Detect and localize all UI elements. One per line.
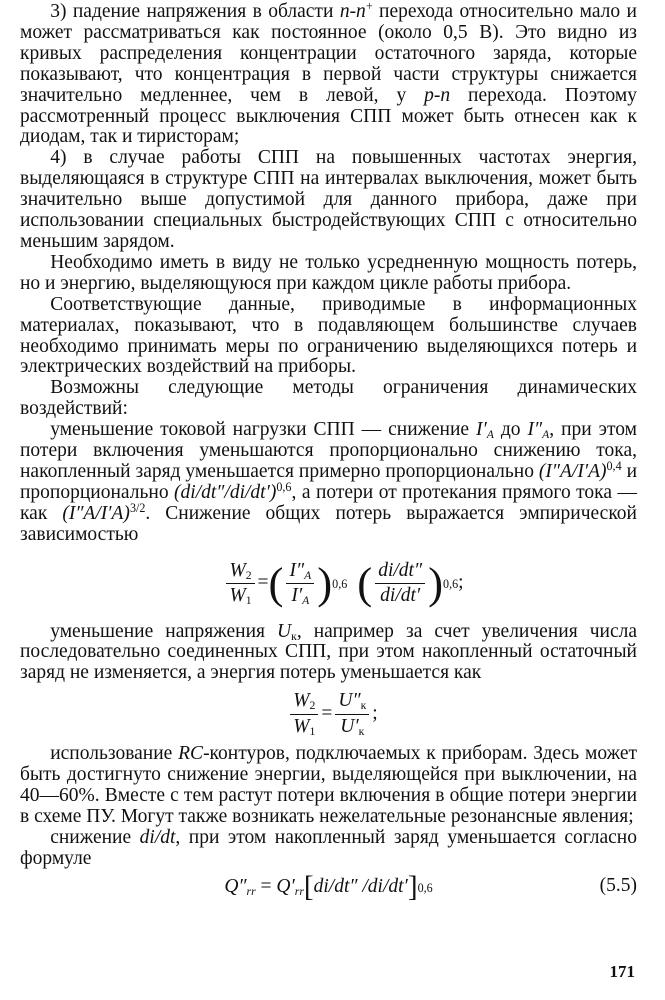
paragraph-rc-circuits: использование RC-контуров, подключаемых к приборам. Здесь может быть достигнуто снижение энергии, выделяющейся при выключении, на 40—60%. Вместе с тем растут потери включения в общие потери энергии в схеме ПУ. Могут также возникать нежелательные резонансные явления;	[20, 743, 637, 827]
fraction-current-ratio: $\frac{I''_A}{I'_A}$	[286, 560, 314, 608]
fraction-w2-w1: $\frac{W_2}{W_1}$	[226, 560, 254, 608]
fraction-didt-ratio: $\frac{di/dt''}{di/dt'}$	[375, 560, 425, 608]
fraction-voltage-ratio: $\frac{U''_к}{U'_к}$	[335, 690, 369, 738]
paragraph-voltage-reduction: уменьшение напряжения $U_к$, например за счет увеличения числа последовательно соединенных СПП, при этом накопленный остаточный заряд не изменяется, а энергия потерь уменьшается как	[20, 620, 637, 684]
page-text	[20, 2, 637, 906]
formula-energy-current: $\frac{W_2}{W_1}$ = ( $\frac{I''_A}{I'_A}$ ) 0,6 ( $\frac{di/dt''}{di/dt'}$ ) 0,6 ;	[50, 546, 637, 622]
formula-energy-voltage: $\frac{W_2}{W_1}$ = $\frac{U''_к}{U'_к}$ ;	[28, 684, 637, 744]
paragraph-item-4: 4) в случае работы СПП на повышенных частотах энергия, выделяющаяся в структуре СПП на интервалах выключения, может быть значительно выше допустимой для данного прибора, даже при использовании специальных быстродействующих СПП с относительно меньшим зарядом.	[20, 147, 637, 252]
fraction-w2-w1-voltage: $\frac{W_2}{W_1}$	[290, 690, 318, 738]
formula-charge-5-5: $Q''_{rr} = Q'_{rr}$ [ di/dt″ /di/dt′ ] 0,6 (5.5)	[224, 871, 637, 904]
page-number: 171	[609, 962, 635, 981]
paragraph-current-reduction: уменьшение токовой нагрузки СПП — снижение $I'_A$ до $I''_A$, при этом потери включения уменьшаются пропорционально снижению тока, накопленный заряд уменьшается примерно пропорционально $(I''A/I'A)^{0,4}$ и пропорционально $(di/dt''/di/dt')^{0,6}$, а потери от протекания прямого тока — как $(I''A/I'A)^{3/2}$. Снижение общих потерь выражается эмпирической зависимостью	[20, 419, 638, 545]
equation-number: (5.5)	[599, 874, 637, 896]
paragraph-methods-intro: Возможны следующие методы ограничения динамических воздействий:	[20, 377, 637, 420]
paragraph-item-3: 3) падение напряжения в области n-n+ перехода относительно мало и может рассматриваться как постоянное (около 0,5 В). Это видно из кривых распределения концентрации остаточного заряда, которые показывают, что концентрация в первой части структуры снижается значительно медленнее, чем в левой, у p-n перехода. Поэтому рассмотренный процесс выключения СПП может быть отнесен как к диодам, так и тиристорам;	[20, 0, 637, 148]
paragraph-didt-reduction: снижение di/dt, при этом накопленный заряд уменьшается согласно формуле	[20, 826, 637, 869]
paragraph-energy-note: Необходимо иметь в виду не только усредненную мощность потерь, но и энергию, выделяющуюся при каждом цикле работы прибора.	[20, 251, 637, 294]
paragraph-reference-data: Соответствующие данные, приводимые в информационных материалах, показывают, что в подавляющем большинстве случаев необходимо принимать меры по ограничению выделяющихся потерь и электрических воздействий на приборы.	[20, 293, 637, 378]
